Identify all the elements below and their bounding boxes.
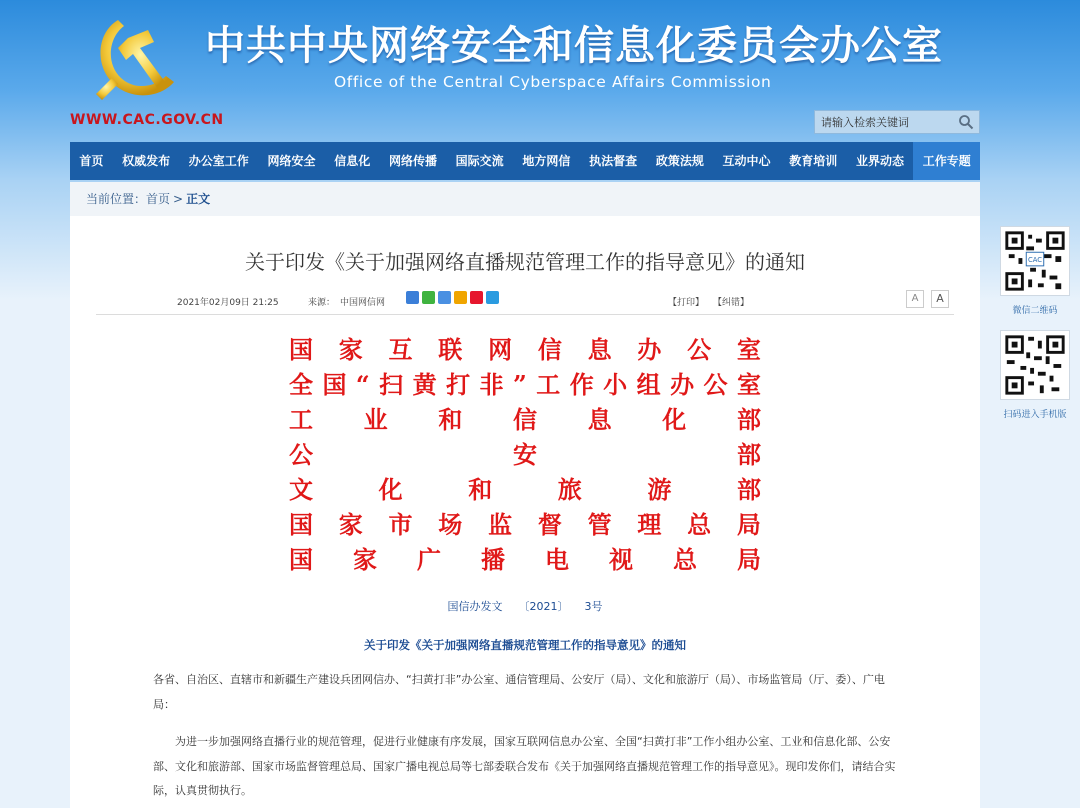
nav-item-communication[interactable]: 网络传播 [388,154,437,168]
font-decrease-button[interactable]: A [906,290,924,308]
search-input[interactable] [815,111,955,133]
wechat-share-icon[interactable] [422,291,435,304]
mobile-qr-label: 扫码进入手机版 [1003,410,1067,420]
document-number [70,598,980,614]
site-subtitle: Office of the Central Cyberspace Affairs Commission [334,73,772,91]
print-link[interactable]: 【打印】 [668,298,705,308]
breadcrumb [86,182,210,216]
correction-link[interactable]: 【纠错】 [713,298,750,308]
nav-item-policy[interactable]: 政策法规 [655,154,704,168]
nav-item-releases[interactable]: 权威发布 [122,154,171,168]
site-title: 中共中央网络安全和信息化委员会办公室 [205,23,943,69]
article-title: 关于印发《关于加强网络直播规范管理工作的指导意见》的通知 [245,250,805,274]
document-number-year: 〔2021〕 [518,600,569,613]
nav-item-local[interactable]: 地方网信 [522,154,571,168]
wechat-qr-code [1000,226,1070,296]
breadcrumb-label: 当前位置： [86,192,147,206]
wechat-qr-block [995,226,1075,316]
tencent-share-icon[interactable] [486,291,499,304]
mobile-qr-code [1000,330,1070,400]
issuer-line: 工 业 和 信 息 化 部 [289,405,761,434]
nav-item-industry[interactable]: 业界动态 [855,154,904,168]
nav-item-cybersecurity[interactable]: 网络安全 [267,154,316,168]
site-url[interactable]: WWW.CAC.GOV.CN [70,112,224,128]
issuer-line: 国 家 广 播 电 视 总 局 [289,545,761,574]
star-share-icon[interactable] [454,291,467,304]
issuer-line: 全 国 “ 扫 黄 打 非 ” 工 作 小 组 办 公 室 [289,370,761,399]
source-label: 来源： [308,298,336,308]
breadcrumb-current: 正文 [186,192,211,206]
weibo-share-icon[interactable] [470,291,483,304]
wechat-qr-label: 微信二维码 [1012,306,1058,316]
nav-item-office-work[interactable]: 办公室工作 [188,154,249,168]
share-more-icon[interactable] [406,291,419,304]
nav-item-topics[interactable]: 工作专题 [913,142,980,180]
body-paragraph: 为进一步加强网络直播行业的规范管理，促进行业健康有序发展，国家互联网信息办公室、全国“扫黄打非”工作小组办公室、工业和信息化部、公安部、文化和旅游部、国家市场监督管理总局、国家广播电视总局等七部委联合发布《关于加强网络直播规范管理工作的指导意见》。现印发你们，请结合实际，认真贯彻执行。 [153,735,896,797]
nav-item-informatization[interactable]: 信息化 [334,154,371,168]
qzone-share-icon[interactable] [438,291,451,304]
article-meta [70,290,980,310]
issuer-line: 公 安 部 [289,440,761,469]
search-icon[interactable] [958,114,974,130]
nav-item-international[interactable]: 国际交流 [455,154,504,168]
issuer-line: 国 家 互 联 网 信 息 办 公 室 [289,335,761,364]
nav-item-training[interactable]: 教育培训 [789,154,838,168]
salutation-paragraph: 各省、自治区、直辖市和新疆生产建设兵团网信办、“扫黄打非”办公室、通信管理局、公安厅（局）、文化和旅游厅（局）、市场监管局（厅、委）、广电局： [153,673,885,711]
publish-date: 2021年02月09日 21:25 [177,298,279,308]
article-panel [70,182,980,808]
svg-text:CAC: CAC [1027,255,1043,264]
issuer-line: 国 家 市 场 监 督 管 理 总 局 [289,510,761,539]
breadcrumb-home[interactable]: 首页 [146,192,171,206]
mobile-qr-block [995,330,1075,420]
font-increase-button[interactable]: A [931,290,949,308]
nav-item-home[interactable]: 首页 [79,154,104,168]
site-header [0,0,1080,140]
document-title: 关于印发《关于加强网络直播规范管理工作的指导意见》的通知 [364,638,686,652]
nav-item-enforcement[interactable]: 执法督查 [589,154,638,168]
issuing-authorities [289,332,761,577]
title-divider [96,314,954,315]
party-emblem-icon [88,8,188,108]
issuer-line: 文 化 和 旅 游 部 [289,475,761,504]
main-nav [70,142,980,180]
search-box [814,110,980,134]
breadcrumb-bar [70,182,980,216]
source-name: 中国网信网 [340,298,386,308]
document-number-seq: 3号 [584,600,603,613]
nav-item-interaction[interactable]: 互动中心 [722,154,771,168]
breadcrumb-separator: > [173,192,184,206]
document-number-org: 国信办发文 [447,600,503,613]
share-icons [406,291,499,304]
